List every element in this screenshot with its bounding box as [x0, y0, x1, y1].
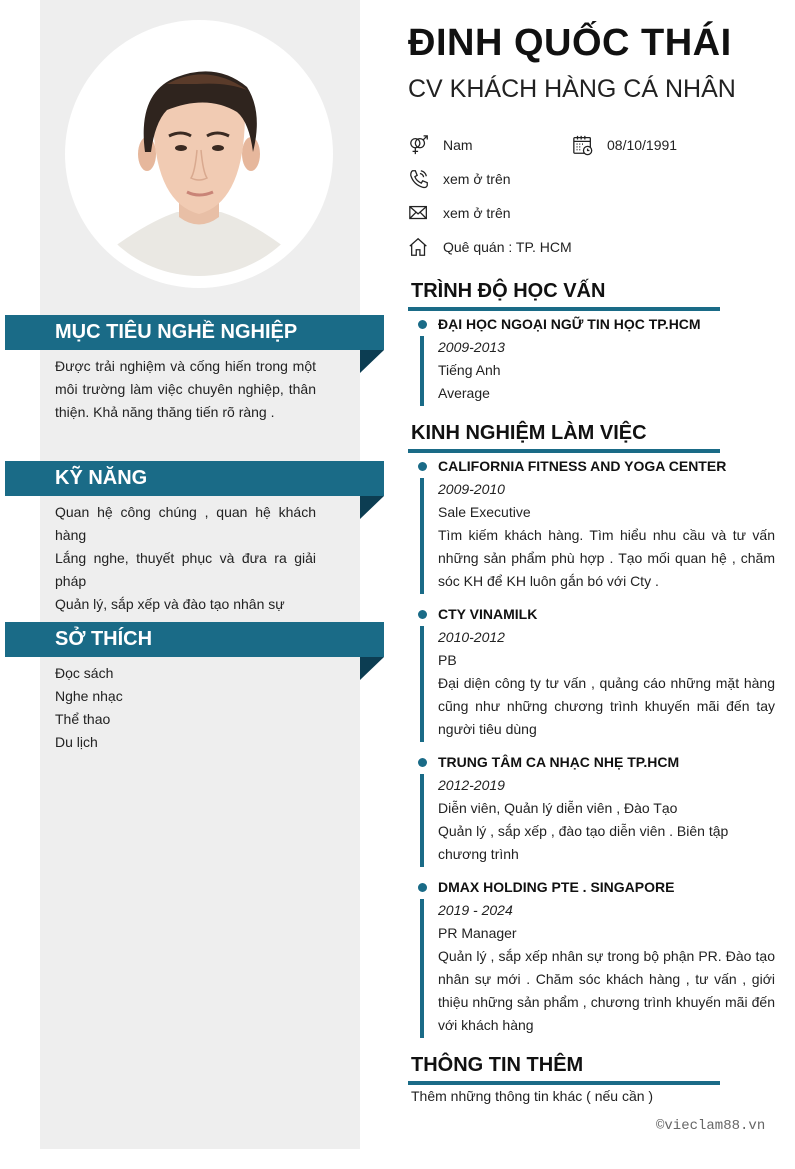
hobby-item: Đọc sách: [55, 665, 114, 681]
avatar-frame: [65, 20, 333, 288]
skills-banner: [5, 461, 384, 496]
phone-icon: [408, 168, 430, 190]
phone-row: [408, 167, 511, 191]
cv-subtitle: CV KHÁCH HÀNG CÁ NHÂN: [408, 75, 736, 103]
banner-fold: [360, 350, 384, 373]
experience-period: 2019 - 2024: [438, 902, 513, 918]
experience-period: 2012-2019: [438, 777, 505, 793]
timeline-dot: [418, 462, 427, 471]
hobbies-list: [55, 662, 316, 754]
birthday-row: [572, 133, 677, 157]
experience-role: PR Manager: [438, 925, 517, 941]
hobby-item: Du lịch: [55, 734, 98, 750]
experience-period: 2009-2010: [438, 481, 505, 497]
mail-icon: [408, 202, 430, 224]
experience-role: PB: [438, 652, 457, 668]
additional-title: THÔNG TIN THÊM: [411, 1054, 584, 1076]
experience-desc: Tìm kiếm khách hàng. Tìm hiểu nhu cầu và tư vấn những sản phẩm phù hợp . Tạo mối quan hệ , chăm sóc KH để KH luôn gắn bó với Cty .: [438, 527, 775, 589]
phone-value: xem ở trên: [443, 171, 511, 187]
timeline-bar: [420, 899, 424, 1038]
gender-row: [408, 133, 473, 157]
birthday-value: 08/10/1991: [607, 137, 678, 153]
gender-icon: [408, 134, 430, 156]
address-row: [408, 235, 572, 259]
experience-item: [438, 876, 775, 1037]
avatar: [77, 32, 321, 276]
objective-text: Được trải nghiệm và cống hiến trong một môi trường làm việc chuyên nghiệp, thân thiện. Khả năng thăng tiến rõ ràng .: [55, 358, 316, 420]
banner-fold: [360, 657, 384, 680]
experience-role: Diễn viên, Quản lý diễn viên , Đào Tạo: [438, 800, 678, 816]
company-name: CALIFORNIA FITNESS AND YOGA CENTER: [438, 458, 727, 474]
skill-item: Lắng nghe, thuyết phục và đưa ra giải pháp: [55, 550, 316, 589]
experience-item: [438, 603, 775, 741]
timeline-bar: [420, 626, 424, 742]
objective-banner: [5, 315, 384, 350]
education-item: [438, 313, 775, 405]
email-row: [408, 201, 511, 225]
calendar-icon: [572, 134, 594, 156]
experience-desc: Quản lý , sắp xếp , đào tạo diễn viên . Biên tập chương trình: [438, 823, 729, 862]
hobbies-banner: [5, 622, 384, 657]
education-title: TRÌNH ĐỘ HỌC VẤN: [411, 280, 606, 302]
hobby-item: Nghe nhạc: [55, 688, 123, 704]
section-divider: [408, 449, 720, 453]
address-value: Quê quán : TP. HCM: [443, 239, 572, 255]
objective-title: MỤC TIÊU NGHỀ NGHIỆP: [55, 321, 298, 343]
gender-value: Nam: [443, 137, 473, 153]
section-divider: [408, 307, 720, 311]
experience-role: Sale Executive: [438, 504, 531, 520]
section-divider: [408, 1081, 720, 1085]
timeline-dot: [418, 610, 427, 619]
experience-item: [438, 751, 775, 866]
education-major: Tiếng Anh: [438, 362, 501, 378]
timeline-dot: [418, 883, 427, 892]
timeline-dot: [418, 758, 427, 767]
education-grade: Average: [438, 385, 490, 401]
timeline-bar: [420, 336, 424, 406]
company-name: TRUNG TÂM CA NHẠC NHẸ TP.HCM: [438, 754, 680, 770]
additional-text: Thêm những thông tin khác ( nếu cần ): [411, 1088, 654, 1104]
experience-item: [438, 455, 775, 593]
timeline-bar: [420, 478, 424, 594]
education-period: 2009-2013: [438, 339, 505, 355]
banner-fold: [360, 496, 384, 519]
experience-desc: Quản lý , sắp xếp nhân sự trong bộ phận PR. Đào tạo nhân sự mới . Chăm sóc khách hàng , tư vấn , giới thiệu những sản phẩm , chương trình khuyến mãi đến với khách hàng: [438, 948, 775, 1033]
portrait-image: [77, 32, 321, 276]
experience-period: 2010-2012: [438, 629, 505, 645]
hobby-item: Thể thao: [55, 711, 111, 727]
company-name: DMAX HOLDING PTE . SINGAPORE: [438, 879, 675, 895]
email-value: xem ở trên: [443, 205, 511, 221]
timeline-bar: [420, 774, 424, 867]
experience-desc: Đại diện công ty tư vấn , quảng cáo những mặt hàng cũng như những chương trình khuyến mãi đến tay người tiêu dùng: [438, 675, 775, 737]
hobbies-title: SỞ THÍCH: [55, 628, 153, 650]
company-name: CTY VINAMILK: [438, 606, 538, 622]
home-icon: [408, 236, 430, 258]
timeline-dot: [418, 320, 427, 329]
experience-title: KINH NGHIỆM LÀM VIỆC: [411, 422, 647, 444]
candidate-name: ĐINH QUỐC THÁI: [408, 22, 732, 64]
skill-item: Quản lý, sắp xếp và đào tạo nhân sự: [55, 596, 285, 612]
skills-list: [55, 501, 316, 616]
skills-title: KỸ NĂNG: [55, 467, 148, 489]
school-name: ĐẠI HỌC NGOẠI NGỮ TIN HỌC TP.HCM: [438, 316, 701, 332]
watermark: ©vieclam88.vn: [656, 1118, 766, 1134]
skill-item: Quan hệ công chúng , quan hệ khách hàng: [55, 504, 316, 543]
